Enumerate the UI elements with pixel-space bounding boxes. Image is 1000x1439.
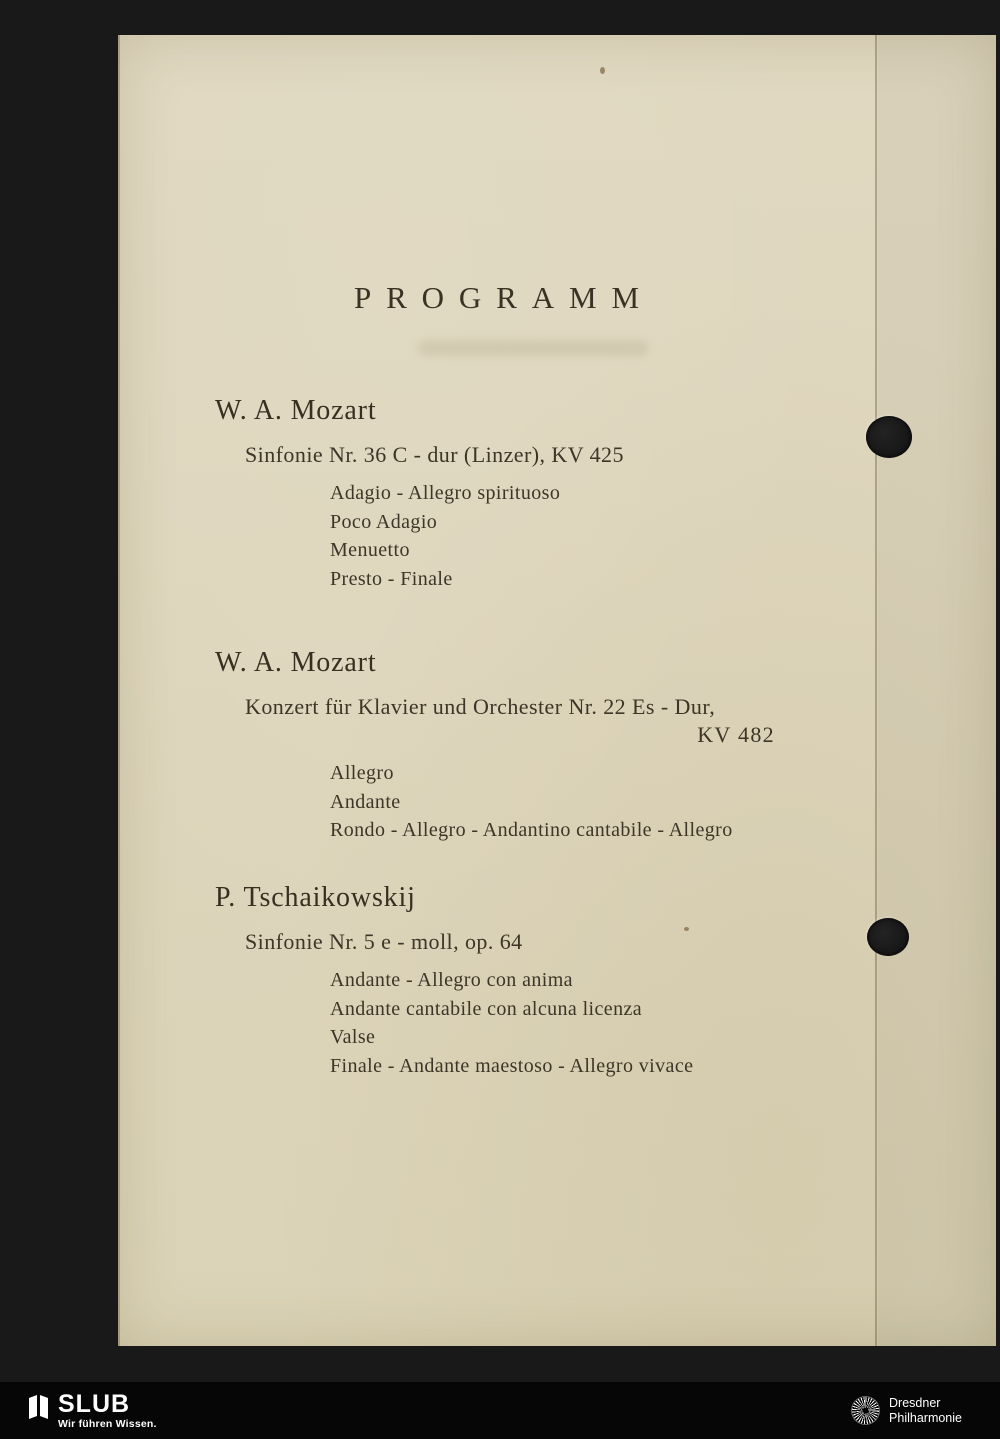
slub-tagline: Wir führen Wissen.	[58, 1418, 157, 1430]
work-title: Sinfonie Nr. 5 e - moll, op. 64	[245, 929, 523, 954]
composer-name: W. A. Mozart	[215, 647, 377, 678]
dresdner-philharmonie-wordmark	[889, 1396, 962, 1426]
movement-list	[330, 479, 855, 593]
starburst-icon	[852, 1397, 879, 1424]
partner-name-line2: Philharmonie	[889, 1410, 962, 1425]
viewer-footer	[0, 1382, 1000, 1439]
punch-hole-bottom	[867, 918, 909, 956]
work-title: Konzert für Klavier und Orchester Nr. 22 Es - Dur,	[245, 694, 716, 719]
movement: Valse	[330, 1026, 376, 1048]
movement-list	[330, 759, 855, 845]
movement: Poco Adagio	[330, 510, 438, 533]
movement: Rondo - Allegro - Andantino cantabile - Allegro	[330, 819, 733, 841]
punch-hole-top	[866, 416, 912, 458]
movement: Presto - Finale	[330, 567, 453, 590]
dresdner-philharmonie-logo[interactable]	[852, 1396, 962, 1426]
movement: Finale - Andante maestoso - Allegro vivace	[330, 1054, 694, 1077]
slub-name: SLUB	[58, 1390, 131, 1418]
slub-logo[interactable]	[28, 1391, 157, 1430]
page-right-panel	[877, 35, 996, 1346]
movement: Menuetto	[330, 539, 410, 561]
book-icon	[28, 1394, 50, 1425]
program-page	[118, 35, 996, 1346]
movement: Andante - Allegro con anima	[330, 969, 573, 991]
movement: Allegro	[330, 762, 394, 784]
movement: Adagio - Allegro spirituoso	[330, 482, 561, 504]
slub-wordmark	[58, 1391, 157, 1430]
work-title-continued: KV 482	[697, 722, 775, 747]
paper-stain	[600, 67, 605, 74]
composer-name: W. A. Mozart	[215, 395, 377, 426]
movement: Andante cantabile con alcuna licenza	[330, 997, 643, 1020]
program-section-tschaikowskij	[215, 882, 855, 1080]
movement-list	[330, 966, 855, 1080]
movement: Andante	[330, 790, 401, 813]
program-section-mozart-konzert	[215, 647, 855, 845]
work-title: Sinfonie Nr. 36 C - dur (Linzer), KV 425	[245, 442, 624, 467]
partner-name-line1: Dresdner	[889, 1395, 941, 1410]
show-through-smudge	[418, 340, 648, 356]
program-title: PROGRAMM	[353, 280, 654, 315]
program-section-mozart-sinfonie	[215, 395, 855, 593]
composer-name: P. Tschaikowskij	[215, 882, 416, 913]
